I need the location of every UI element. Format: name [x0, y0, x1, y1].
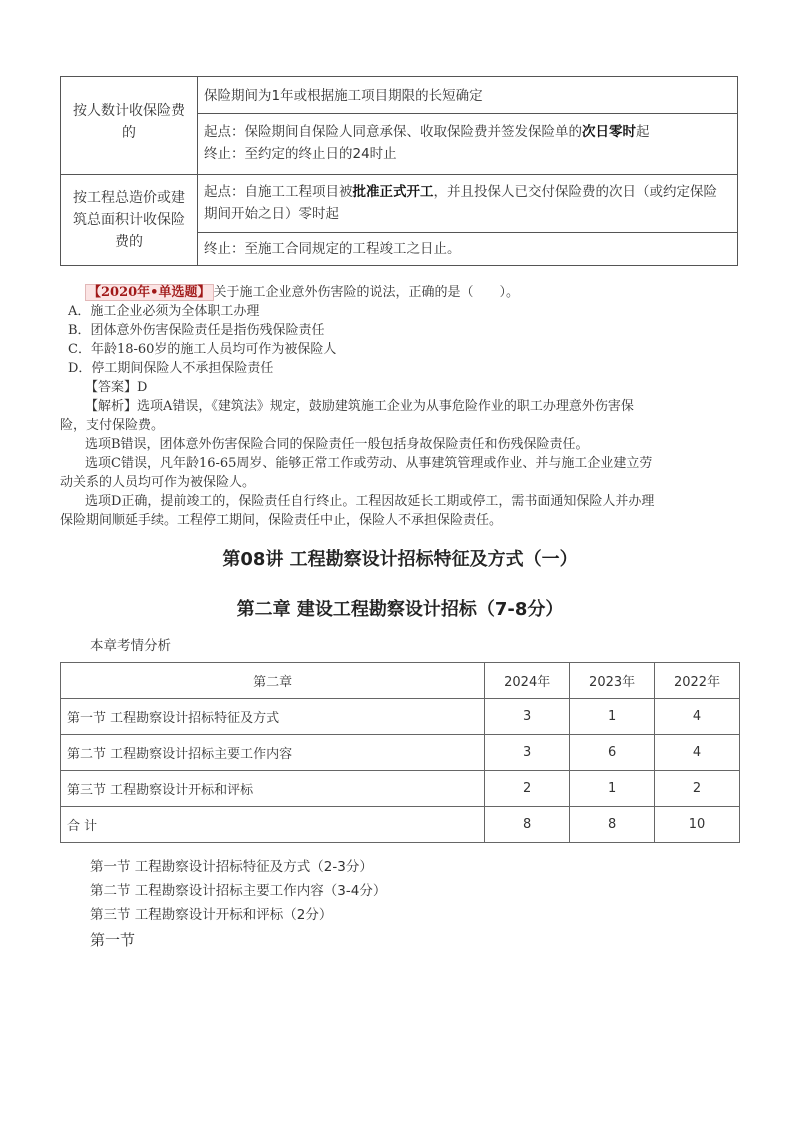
header-cell: 2023年	[570, 663, 655, 699]
table-cell: 10	[655, 807, 740, 843]
by-cost-label: 按工程总造价或建筑总面积计收保险费的	[73, 190, 185, 250]
section-item: 第二节 工程勘察设计招标主要工作内容（3-4分）	[90, 883, 387, 899]
option-c: C．年龄18-60岁的施工人员均可作为被保险人	[68, 342, 337, 357]
analysis-d: 保险期间顺延手续。工程停工期间，保险责任中止，保险人不承担保险责任。	[60, 513, 503, 528]
by-count-label: 按人数计收保险费的	[73, 103, 185, 141]
table-cell: 4	[655, 699, 740, 735]
table-row	[61, 771, 740, 807]
table-cell: 6	[570, 735, 655, 771]
option-a: A．施工企业必须为全体职工办理	[68, 304, 260, 319]
table-cell: 2	[655, 771, 740, 807]
analysis-d: 选项D正确，提前竣工的，保险责任自行终止。工程因故延长工期或停工，需书面通知保险人并办理	[85, 494, 655, 509]
by-cost-end: 终止：至施工合同规定的工程竣工之日止。	[204, 241, 461, 257]
table-cell: 第二节 工程勘察设计招标主要工作内容	[61, 735, 485, 771]
chapter-stats-table	[60, 662, 740, 843]
table-cell: 8	[570, 807, 655, 843]
table-total-row	[61, 807, 740, 843]
table-cell: 4	[655, 735, 740, 771]
table-cell: 第三节 工程勘察设计开标和评标	[61, 771, 485, 807]
section-item: 第三节 工程勘察设计开标和评标（2分）	[90, 907, 333, 923]
header-cell: 2024年	[485, 663, 570, 699]
analysis-line: 【解析】选项A错误，《建筑法》规定，鼓励建筑施工企业为从事危险作业的职工办理意外伤害保	[85, 399, 634, 414]
table-cell: 1	[570, 699, 655, 735]
by-cost-start: 起点：自施工工程项目被批准正式开工，并且投保人已交付保险费的次日（或约定保险期间开始之日）零时起	[204, 184, 717, 222]
table-cell: 第一节 工程勘察设计招标特征及方式	[61, 699, 485, 735]
table-row	[61, 735, 740, 771]
analysis-c: 动关系的人员均可作为被保险人。	[60, 475, 256, 490]
section-item: 第一节 工程勘察设计招标特征及方式（2-3分）	[90, 859, 373, 875]
table-cell: 合 计	[61, 807, 485, 843]
by-count-start: 起点：保险期间自保险人同意承保、收取保险费并签发保险单的次日零时起	[204, 124, 650, 140]
option-b: B．团体意外伤害保险责任是指伤残保险责任	[68, 323, 325, 338]
by-count-period: 保险期间为1年或根据施工项目期限的长短确定	[204, 88, 483, 104]
row-divider	[61, 174, 737, 175]
question-stem: 【2020年•单选题】 关于施工企业意外伤害险的说法，正确的是（ ）。	[85, 283, 765, 302]
table-divider	[197, 77, 198, 265]
analysis-label: 本章考情分析	[90, 638, 171, 654]
analysis-b: 选项B错误，团体意外伤害保险合同的保险责任一般包括身故保险责任和伤残保险责任。	[85, 437, 589, 452]
header-cell: 第二章	[61, 663, 485, 699]
question-tag: 【2020年•单选题】	[85, 284, 214, 301]
analysis-line: 险，支付保险费。	[60, 418, 165, 433]
table-row	[61, 699, 740, 735]
answer: 【答案】D	[85, 380, 148, 395]
chapter-title: 第二章 建设工程勘察设计招标（7-8分）	[236, 599, 564, 620]
row-divider	[197, 232, 737, 233]
table-cell: 3	[485, 735, 570, 771]
table-cell: 1	[570, 771, 655, 807]
lecture-title: 第08讲 工程勘察设计招标特征及方式（一）	[222, 549, 578, 570]
table-cell: 2	[485, 771, 570, 807]
table-header-row	[61, 663, 740, 699]
table-cell: 8	[485, 807, 570, 843]
premium-period-table	[60, 76, 738, 266]
row-divider	[197, 113, 737, 114]
section-heading: 第一节	[90, 931, 136, 949]
option-d: D．停工期间保险人不承担保险责任	[68, 361, 274, 376]
header-cell: 2022年	[655, 663, 740, 699]
by-count-end: 终止：至约定的终止日的24时止	[204, 146, 397, 162]
analysis-c: 选项C错误，凡年龄16-65周岁、能够正常工作或劳动、从事建筑管理或作业、并与施工企业建立劳	[85, 456, 653, 471]
table-cell: 3	[485, 699, 570, 735]
